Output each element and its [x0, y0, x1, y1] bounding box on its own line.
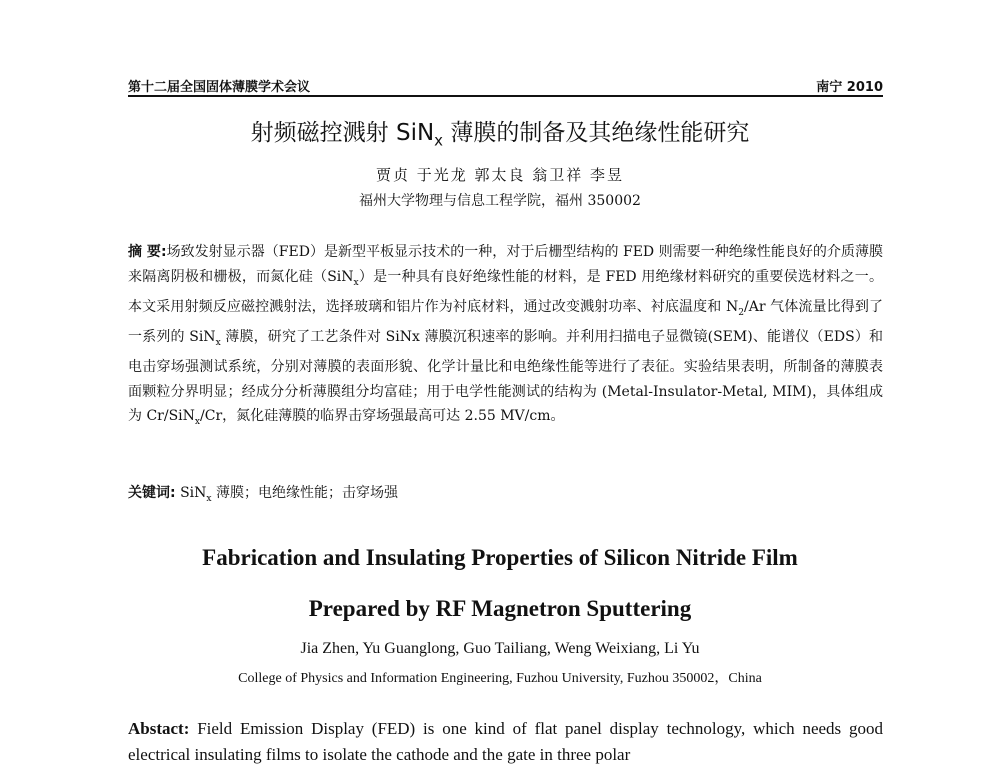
en-title-line1: Fabrication and Insulating Properties of Silicon Nitride Film: [202, 545, 798, 570]
cn-title: 射频磁控溅射 SiN$_x$ 薄膜的制备及其绝缘性能研究: [250, 120, 750, 150]
keywords-label: 关键词:: [128, 485, 176, 501]
keywords: 关键词: SiN$_x$ 薄膜；电绝缘性能；击穿场强: [128, 485, 398, 504]
running-header: [128, 74, 883, 96]
en-authors: Jia Zhen, Yu Guanglong, Guo Tailiang, Weng Weixiang, Li Yu: [300, 640, 700, 657]
en-abstract: Abstact: Field Emission Display (FED) is one kind of flat panel display technology, which needs good electrical insulating films to isolate the cathode and the gate in three polar: [128, 719, 883, 764]
en-affiliation: College of Physics and Information Engineering, Fuzhou University, Fuzhou 350002，China: [238, 671, 762, 686]
abstract-label: 摘 要:: [128, 244, 167, 260]
cn-abstract: 摘 要:场致发射显示器（FED）是新型平板显示技术的一种，对于后栅型结构的 FED 则需要一种绝缘性能良好的介质薄膜来隔离阴极和栅极，而氮化硅（SiN$_x$）是一种具有良好绝缘性能的材料，是 FED 用绝缘材料研究的重要侯选材料之一。本文采用射频反应磁控溅射法，选择玻璃和铝片作为衬底材料，通过改变溅射功率、衬底温度和 $N_2/Ar$ 气体流量比得到了一系列的 SiN$_x$ 薄膜，研究了工艺条件对 SiNx 薄膜沉积速率的影响。并利用扫描电子显微镜(SEM)、能谱仪（EDS）和电击穿场强测试系统，分别对薄膜的表面形貌、化学计量比和电绝缘性能等进行了表征。实验结果表明，所制备的薄膜表面颗粒分界明显；经成分分析薄膜组分均富硅；用于电学性能测试的结构为 (Metal-Insulator-Metal, MIM)，具体组成为 Cr/SiN$_x$/Cr，氮化硅薄膜的临界击穿场强最高可达 2.55 MV/cm。: [128, 244, 883, 428]
en-abstract-label: Abstact:: [128, 719, 190, 738]
cn-authors: 贾贞 于光龙 郭太良 翁卫祥 李昱: [375, 166, 625, 184]
conference-name: 第十二届全国固体薄膜学术会议: [128, 80, 311, 95]
cn-affiliation: 福州大学物理与信息工程学院，福州 350002: [359, 193, 641, 209]
header-rule: [128, 95, 883, 97]
location-year: 南宁 2010: [816, 80, 883, 95]
en-title-line2: Prepared by RF Magnetron Sputtering: [308, 596, 692, 621]
